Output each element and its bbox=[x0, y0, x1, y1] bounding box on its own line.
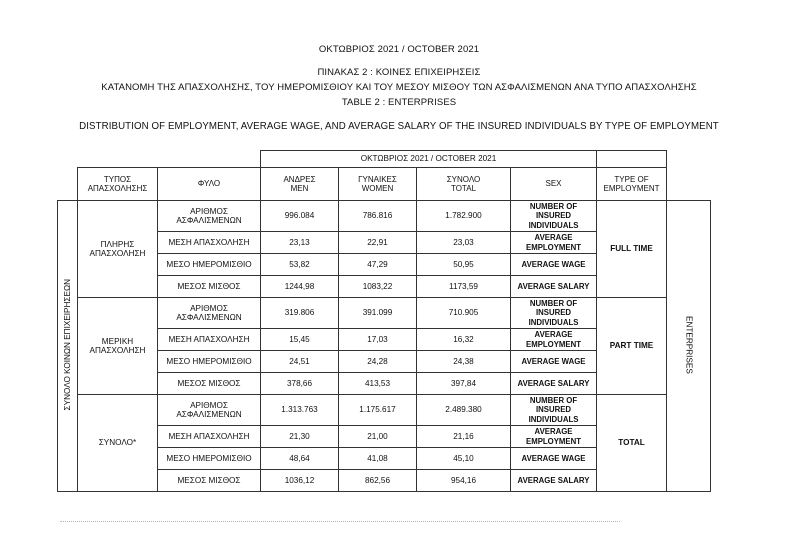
table-number-en: TABLE 2 : ENTERPRISES bbox=[341, 97, 457, 108]
total-value: 16,32 bbox=[417, 329, 511, 351]
type-total: TOTAL bbox=[597, 395, 667, 492]
col-type-en: TYPE OF EMPLOYMENT bbox=[597, 168, 667, 201]
table-title-gr: ΚΑΤΑΝΟΜΗ ΤΗΣ ΑΠΑΣΧΟΛΗΣΗΣ, ΤΟΥ ΗΜΕΡΟΜΙΣΘΙΟΥ ΚΑΙ ΤΟΥ ΜΕΣΟΥ ΜΙΣΘΟΥ ΤΩΝ ΑΣΦΑΛΙΣΜΕΝΩΝ ΑΝΑ ΤΥΠΟ ΑΠΑΣΧΟΛΗΣΗΣ bbox=[101, 82, 697, 93]
total-value: 24,38 bbox=[417, 351, 511, 373]
men-value: 378,66 bbox=[261, 373, 339, 395]
row-label: ΜΕΣΗ ΑΠΑΣΧΟΛΗΣΗ bbox=[158, 232, 261, 254]
men-value: 996.084 bbox=[261, 201, 339, 232]
col-type-gr: ΤΥΠΟΣ ΑΠΑΣΧΟΛΗΣΗΣ bbox=[78, 168, 158, 201]
row-label: ΑΡΙΘΜΟΣ ΑΣΦΑΛΙΣΜΕΝΩΝ bbox=[158, 201, 261, 232]
women-value: 47,29 bbox=[339, 254, 417, 276]
row-label: ΜΕΣΟ ΗΜΕΡΟΜΙΣΘΙΟ bbox=[158, 448, 261, 470]
col-sex: SEX bbox=[511, 168, 597, 201]
row-label: ΜΕΣΟΣ ΜΙΣΘΟΣ bbox=[158, 276, 261, 298]
women-value: 1.175.617 bbox=[339, 395, 417, 426]
group-header-cell bbox=[261, 151, 597, 168]
sex-label: AVERAGE EMPLOYMENT bbox=[511, 426, 597, 448]
row-label: ΜΕΣΟ ΗΜΕΡΟΜΙΣΘΙΟ bbox=[158, 351, 261, 373]
table-row bbox=[58, 395, 711, 426]
col-fylo: ΦΥΛΟ bbox=[158, 168, 261, 201]
employment-table bbox=[57, 150, 711, 492]
group-header-label: ΟΚΤΩΒΡΙΟΣ 2021 / OCTOBER 2021 bbox=[360, 154, 497, 164]
total-value: 397,84 bbox=[417, 373, 511, 395]
total-value: 23,03 bbox=[417, 232, 511, 254]
group-header-extension bbox=[597, 151, 667, 168]
sex-label: AVERAGE WAGE bbox=[511, 254, 597, 276]
men-value: 23,13 bbox=[261, 232, 339, 254]
left-vertical-label: ΣΥΝΟΛΟ ΚΟΙΝΩΝ ΕΠΙΧΕΙΡΗΣΕΩΝ bbox=[58, 201, 78, 492]
table-row bbox=[58, 201, 711, 232]
men-value: 1036,12 bbox=[261, 470, 339, 492]
sex-label: AVERAGE WAGE bbox=[511, 351, 597, 373]
column-header-row bbox=[58, 168, 711, 201]
row-label: ΜΕΣΗ ΑΠΑΣΧΟΛΗΣΗ bbox=[158, 426, 261, 448]
women-value: 862,56 bbox=[339, 470, 417, 492]
total-value: 50,95 bbox=[417, 254, 511, 276]
sex-label: AVERAGE SALARY bbox=[511, 470, 597, 492]
total-value: 21,16 bbox=[417, 426, 511, 448]
sex-label: NUMBER OF INSURED INDIVIDUALS bbox=[511, 395, 597, 426]
sex-label: NUMBER OF INSURED INDIVIDUALS bbox=[511, 201, 597, 232]
men-value: 53,82 bbox=[261, 254, 339, 276]
men-value: 319.806 bbox=[261, 298, 339, 329]
right-vertical-label: ENTERPRISES bbox=[667, 201, 711, 492]
total-value: 954,16 bbox=[417, 470, 511, 492]
sex-label: NUMBER OF INSURED INDIVIDUALS bbox=[511, 298, 597, 329]
men-value: 21,30 bbox=[261, 426, 339, 448]
type-part-time: PART TIME bbox=[597, 298, 667, 395]
report-period: ΟΚΤΩΒΡΙΟΣ 2021 / OCTOBER 2021 bbox=[318, 44, 480, 55]
col-men: ΑΝΔΡΕΣ MEN bbox=[261, 168, 339, 201]
women-value: 41,08 bbox=[339, 448, 417, 470]
men-value: 48,64 bbox=[261, 448, 339, 470]
row-label: ΑΡΙΘΜΟΣ ΑΣΦΑΛΙΣΜΕΝΩΝ bbox=[158, 395, 261, 426]
type-full-time: FULL TIME bbox=[597, 201, 667, 298]
group-header-row bbox=[58, 151, 711, 168]
total-value: 2.489.380 bbox=[417, 395, 511, 426]
men-value: 15,45 bbox=[261, 329, 339, 351]
row-label: ΜΕΣΟΣ ΜΙΣΘΟΣ bbox=[158, 373, 261, 395]
sex-label: AVERAGE SALARY bbox=[511, 276, 597, 298]
row-label: ΑΡΙΘΜΟΣ ΑΣΦΑΛΙΣΜΕΝΩΝ bbox=[158, 298, 261, 329]
sex-label: AVERAGE SALARY bbox=[511, 373, 597, 395]
cut-off-footnote bbox=[60, 521, 620, 526]
table-title-en: DISTRIBUTION OF EMPLOYMENT, AVERAGE WAGE, AND AVERAGE SALARY OF THE INSURED INDIVIDUALS BY TYPE OF EMPLOYMENT bbox=[79, 121, 719, 132]
group-name-part-time: ΜΕΡΙΚΗ ΑΠΑΣΧΟΛΗΣΗ bbox=[78, 298, 158, 395]
men-value: 1244,98 bbox=[261, 276, 339, 298]
women-value: 391.099 bbox=[339, 298, 417, 329]
table-row bbox=[58, 298, 711, 329]
women-value: 413,53 bbox=[339, 373, 417, 395]
women-value: 22,91 bbox=[339, 232, 417, 254]
row-label: ΜΕΣΟ ΗΜΕΡΟΜΙΣΘΙΟ bbox=[158, 254, 261, 276]
women-value: 24,28 bbox=[339, 351, 417, 373]
men-value: 1.313.763 bbox=[261, 395, 339, 426]
row-label: ΜΕΣΗ ΑΠΑΣΧΟΛΗΣΗ bbox=[158, 329, 261, 351]
total-value: 45,10 bbox=[417, 448, 511, 470]
women-value: 21,00 bbox=[339, 426, 417, 448]
table-number-gr: ΠΙΝΑΚΑΣ 2 : ΚΟΙΝΕΣ ΕΠΙΧΕΙΡΗΣΕΙΣ bbox=[317, 67, 481, 78]
group-name-full-time: ΠΛΗΡΗΣ ΑΠΑΣΧΟΛΗΣΗ bbox=[78, 201, 158, 298]
col-women: ΓΥΝΑΙΚΕΣ WOMEN bbox=[339, 168, 417, 201]
sex-label: AVERAGE EMPLOYMENT bbox=[511, 329, 597, 351]
total-value: 1173,59 bbox=[417, 276, 511, 298]
row-label: ΜΕΣΟΣ ΜΙΣΘΟΣ bbox=[158, 470, 261, 492]
group-name-total: ΣΥΝΟΛΟ* bbox=[78, 395, 158, 492]
total-value: 1.782.900 bbox=[417, 201, 511, 232]
total-value: 710.905 bbox=[417, 298, 511, 329]
women-value: 1083,22 bbox=[339, 276, 417, 298]
col-total: ΣΥΝΟΛΟ TOTAL bbox=[417, 168, 511, 201]
sex-label: AVERAGE WAGE bbox=[511, 448, 597, 470]
women-value: 786.816 bbox=[339, 201, 417, 232]
sex-label: AVERAGE EMPLOYMENT bbox=[511, 232, 597, 254]
women-value: 17,03 bbox=[339, 329, 417, 351]
men-value: 24,51 bbox=[261, 351, 339, 373]
